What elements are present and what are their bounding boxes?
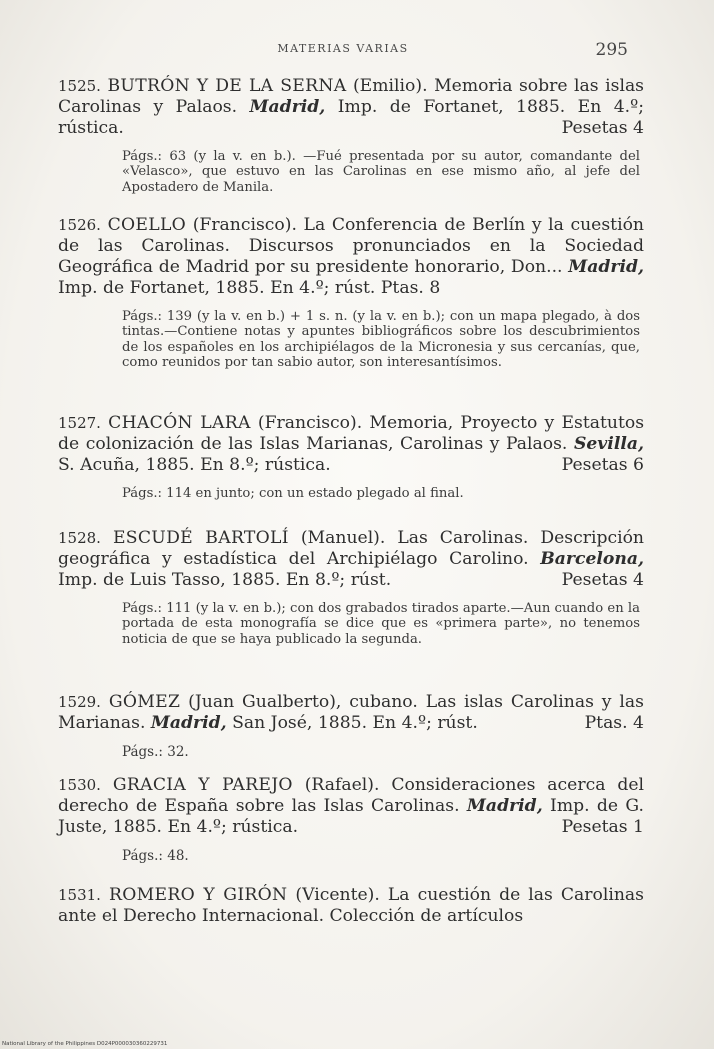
entry-main <box>58 885 644 927</box>
entry-main <box>58 76 644 139</box>
entry-main <box>58 528 644 591</box>
entry-title: Las Carolinas. Descripción geográfica y estadística del Archipiélago Carolino. <box>58 528 644 569</box>
entry-main <box>58 215 644 299</box>
entry-place: Madrid, <box>249 97 326 117</box>
catalog-entry <box>58 528 644 647</box>
entry-author-detail: (Rafael). <box>304 775 380 795</box>
entry-price: Ptas. 4 <box>584 713 644 733</box>
entry-note: Págs.: 111 (y la v. en b.); con dos grabados tirados aparte.—Aun cuando en la portada de esta monografía se dice que es «primera parte», no tenemos noticia de que se haya publicado la segunda. <box>122 601 640 647</box>
page-header <box>58 42 628 64</box>
catalog-entry <box>58 413 644 501</box>
entry-title: La Conferencia de Berlín y la cuestión de las Carolinas. Discursos pronunciados en la Sociedad Geográfica de Madrid por su presidente honorario, Don... <box>58 215 644 277</box>
entry-author-detail: (Vicente). <box>295 885 380 905</box>
entry-main <box>58 413 644 476</box>
scan-credit: National Library of the Philippines D024P000030360229731 <box>2 1041 168 1047</box>
entry-note: Págs.: 32. <box>122 744 189 760</box>
entry-author: GÓMEZ <box>108 692 181 712</box>
entry-imprint: Imp. de Luis Tasso, 1885. En 8.º; rúst. <box>58 570 392 590</box>
catalog-entry <box>58 775 644 864</box>
entry-note: Págs.: 63 (y la v. en b.). —Fué presentada por su autor, comandante del «Velasco», que estuvo en las Carolinas en ese mismo año, al jefe del Apostadero de Manila. <box>122 149 640 195</box>
entry-imprint: Imp. de Fortanet, 1885. En 4.º; rústica. <box>58 97 645 138</box>
page-number: 295 <box>595 40 628 60</box>
entry-price: Pesetas 4 <box>561 118 644 138</box>
entry-imprint: S. Acuña, 1885. En 8.º; rústica. <box>58 455 331 475</box>
entry-number: 1527. <box>58 414 101 432</box>
catalog-entry <box>58 885 644 927</box>
entry-imprint: Imp. de G. Juste, 1885. En 4.º; rústica. <box>58 796 645 837</box>
entry-title: Memoria sobre las islas Carolinas y Palaos. <box>58 76 645 117</box>
entry-place: Madrid, <box>568 257 644 277</box>
catalog-entry <box>58 76 644 195</box>
entry-author: ESCUDÉ BARTOLÍ <box>112 528 289 548</box>
entry-author-detail: (Francisco). <box>192 215 297 235</box>
entry-price: Pesetas 4 <box>561 570 644 590</box>
entry-number: 1529. <box>58 693 101 711</box>
entry-author: CHACÓN LARA <box>108 413 251 433</box>
entry-author: COELLO <box>107 215 187 235</box>
entry-number: 1528. <box>58 529 101 547</box>
entry-number: 1526. <box>58 216 101 234</box>
entry-place: Madrid, <box>466 796 543 816</box>
entry-author: BUTRÓN Y DE LA SERNA <box>107 76 347 96</box>
entry-place: Sevilla, <box>573 434 644 454</box>
entry-author-detail: (Emilio). <box>352 76 428 96</box>
entry-imprint: San José, 1885. En 4.º; rúst. <box>232 713 478 733</box>
entry-title: La cuestión de las Carolinas ante el Derecho Internacional. Colección de artículos <box>58 885 644 926</box>
entry-note: Págs.: 114 en junto; con un estado plegado al final. <box>122 486 464 501</box>
entry-note: Págs.: 139 (y la v. en b.) + 1 s. n. (y la v. en b.); con un mapa plegado, à dos tintas.—Contiene notas y apuntes bibliográficos sobre los descubrimientos de los españoles en los archipiélagos de la Micronesia y sus cercanías, que, como reunidos por tan sabio autor, son interesantísimos. <box>122 309 640 371</box>
entry-imprint: Imp. de Fortanet, 1885. En 4.º; rúst. Ptas. 8 <box>58 278 441 298</box>
entry-note: Págs.: 48. <box>122 848 189 864</box>
entry-main <box>58 692 644 734</box>
entry-number: 1530. <box>58 776 101 794</box>
entry-number: 1525. <box>58 77 101 95</box>
entry-place: Barcelona, <box>540 549 644 569</box>
entry-author: GRACIA Y PAREJO <box>112 775 293 795</box>
entry-author: ROMERO Y GIRÓN <box>108 885 288 905</box>
entry-author-detail: (Manuel). <box>300 528 386 548</box>
entry-price: Pesetas 1 <box>561 817 644 837</box>
entry-author-detail: (Francisco). <box>257 413 363 433</box>
entry-title: Memoria, Proyecto y Estatutos de colonización de las Islas Marianas, Carolinas y Palaos. <box>58 413 645 454</box>
catalog-entry <box>58 692 644 760</box>
entry-main <box>58 775 644 838</box>
entry-place: Madrid, <box>150 713 227 733</box>
catalog-entry <box>58 215 644 371</box>
running-title: MATERIAS VARIAS <box>277 42 409 55</box>
entry-title: Consideraciones acerca del derecho de España sobre las Islas Carolinas. <box>58 775 645 816</box>
entry-author-detail: (Juan Gualberto), cubano. <box>188 692 418 712</box>
entry-number: 1531. <box>58 886 101 904</box>
entry-title: Las islas Carolinas y las Marianas. <box>58 692 644 733</box>
entry-price: Pesetas 6 <box>561 455 644 475</box>
